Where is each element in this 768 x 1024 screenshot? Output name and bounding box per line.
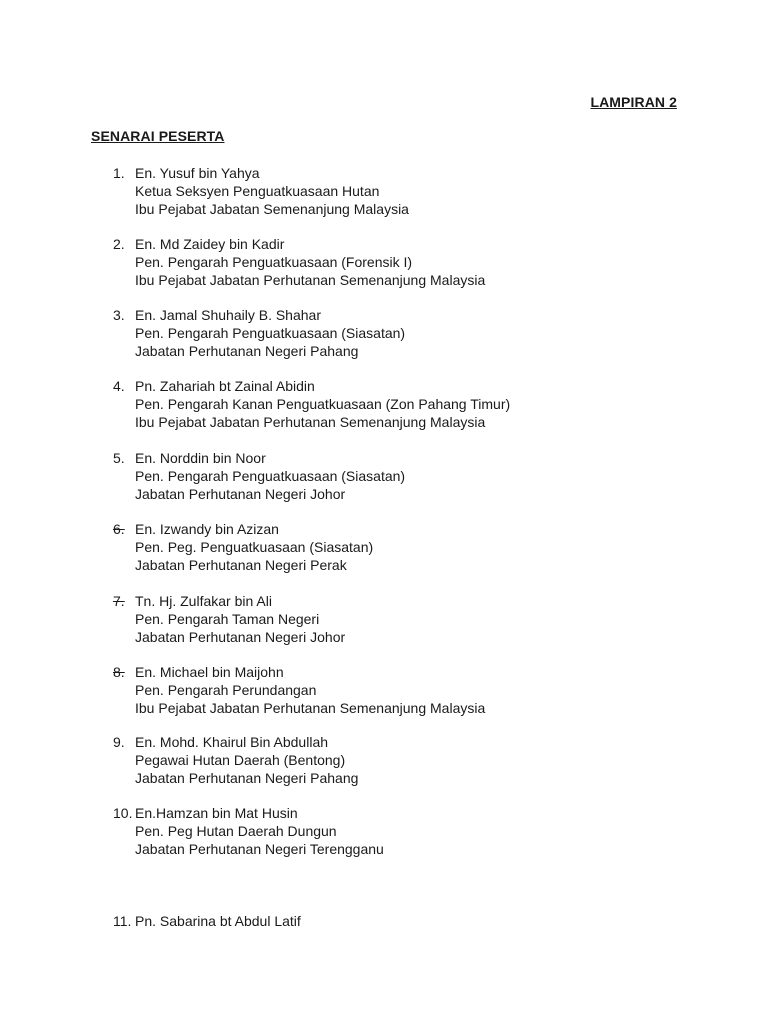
appendix-label: LAMPIRAN 2 — [590, 94, 677, 110]
participant-entry — [113, 236, 485, 289]
participant-office: Jabatan Perhutanan Negeri Pahang — [135, 342, 359, 359]
participant-position: Pegawai Hutan Daerah (Bentong) — [135, 751, 346, 768]
participant-entry — [113, 664, 485, 717]
participant-office: Jabatan Perhutanan Negeri Pahang — [135, 769, 359, 786]
participant-entry — [113, 734, 358, 787]
participant-name: En. Michael bin Maijohn — [135, 664, 284, 680]
participant-office: Ibu Pejabat Jabatan Semenanjung Malaysia — [135, 200, 409, 217]
participant-position: Pen. Peg. Penguatkuasaan (Siasatan) — [135, 538, 374, 555]
participant-office: Ibu Pejabat Jabatan Perhutanan Semenanjung Malaysia — [135, 271, 486, 288]
entry-number: 11. — [113, 913, 132, 929]
participant-office: Ibu Pejabat Jabatan Perhutanan Semenanjung Malaysia — [135, 699, 486, 716]
entry-number: 3. — [113, 307, 125, 323]
participant-name: En. Mohd. Khairul Bin Abdullah — [135, 734, 329, 750]
participant-entry — [113, 593, 345, 646]
participant-position: Pen. Pengarah Penguatkuasaan (Forensik I) — [135, 253, 413, 270]
participant-office: Jabatan Perhutanan Negeri Terengganu — [135, 840, 384, 857]
participant-name: En. Norddin bin Noor — [135, 450, 266, 466]
participant-name: Tn. Hj. Zulfakar bin Ali — [135, 593, 272, 609]
participant-name: En.Hamzan bin Mat Husin — [135, 805, 298, 821]
participant-entry — [113, 450, 405, 503]
participant-position: Ketua Seksyen Penguatkuasaan Hutan — [135, 182, 380, 199]
page-title: SENARAI PESERTA — [91, 128, 225, 144]
entry-number: 4. — [113, 378, 125, 394]
participant-entry — [113, 913, 301, 931]
participant-name: Pn. Sabarina bt Abdul Latif — [135, 913, 301, 929]
participant-name: En. Jamal Shuhaily B. Shahar — [135, 307, 321, 323]
entry-number: 5. — [113, 450, 125, 466]
entry-number: 8. — [113, 664, 125, 680]
participant-entry — [113, 307, 405, 360]
participant-entry — [113, 165, 409, 218]
entry-number: 6. — [113, 521, 125, 537]
participant-position: Pen. Pengarah Penguatkuasaan (Siasatan) — [135, 324, 406, 341]
entry-number: 10. — [113, 805, 133, 821]
participant-office: Jabatan Perhutanan Negeri Johor — [135, 628, 346, 645]
participant-position: Pen. Peg Hutan Daerah Dungun — [135, 822, 337, 839]
participant-position: Pen. Pengarah Taman Negeri — [135, 610, 320, 627]
entry-number: 1. — [113, 165, 125, 181]
entry-number: 2. — [113, 236, 125, 252]
entry-number: 7. — [113, 593, 125, 609]
participant-name: En. Yusuf bin Yahya — [135, 165, 260, 181]
participant-position: Pen. Pengarah Perundangan — [135, 681, 317, 698]
participant-office: Ibu Pejabat Jabatan Perhutanan Semenanjung Malaysia — [135, 413, 486, 430]
participant-name: En. Izwandy bin Azizan — [135, 521, 279, 537]
participant-entry — [113, 805, 384, 858]
participant-position: Pen. Pengarah Kanan Penguatkuasaan (Zon Pahang Timur) — [135, 395, 511, 412]
participant-name: En. Md Zaidey bin Kadir — [135, 236, 285, 252]
participant-office: Jabatan Perhutanan Negeri Perak — [135, 556, 347, 573]
participant-position: Pen. Pengarah Penguatkuasaan (Siasatan) — [135, 467, 406, 484]
participant-entry — [113, 521, 373, 574]
entry-number: 9. — [113, 734, 125, 750]
participant-office: Jabatan Perhutanan Negeri Johor — [135, 485, 346, 502]
participant-name: Pn. Zahariah bt Zainal Abidin — [135, 378, 315, 394]
participant-entry — [113, 378, 510, 431]
